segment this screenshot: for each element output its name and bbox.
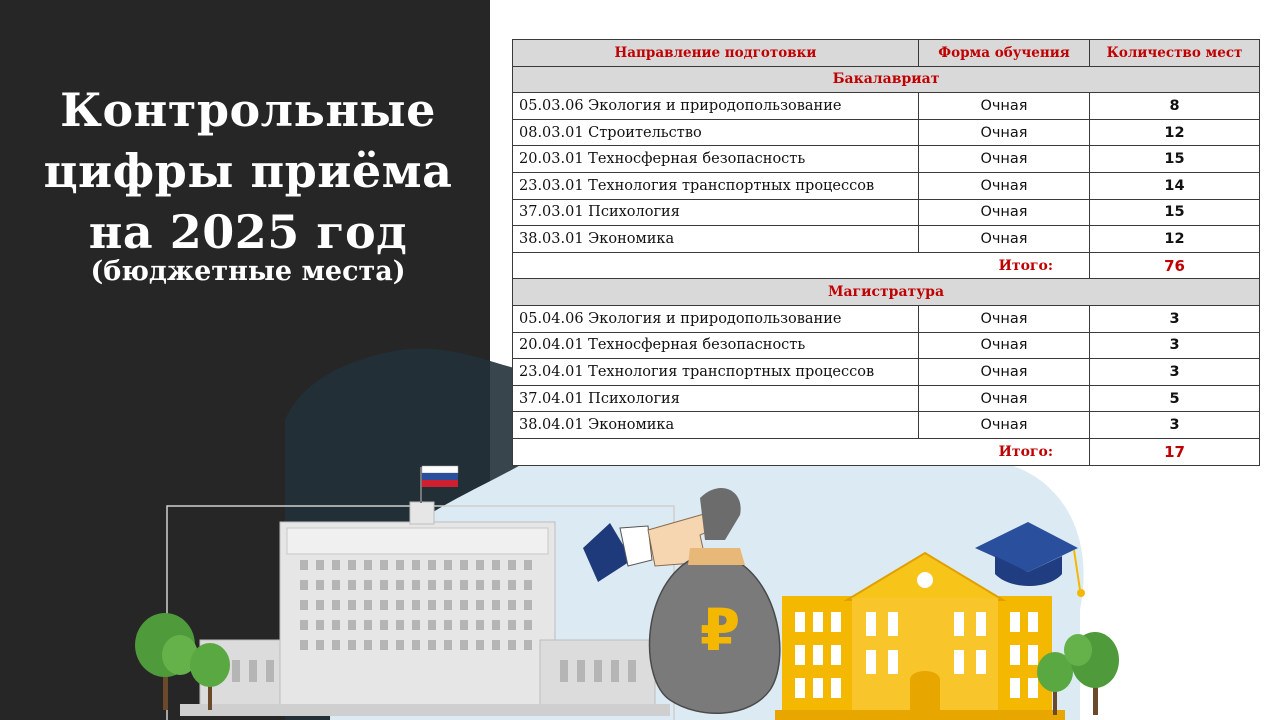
form-cell: Очная xyxy=(919,359,1090,386)
program-cell: 05.03.06 Экология и природопользование xyxy=(513,93,919,120)
program-cell: 23.04.01 Технология транспортных процессов xyxy=(513,359,919,386)
count-cell: 5 xyxy=(1090,385,1260,412)
program-cell: 37.03.01 Психология xyxy=(513,199,919,226)
section-title: Бакалавриат xyxy=(513,66,1260,93)
table-row xyxy=(513,93,1260,120)
form-cell: Очная xyxy=(919,332,1090,359)
count-cell: 15 xyxy=(1090,146,1260,173)
count-cell: 3 xyxy=(1090,412,1260,439)
form-cell: Очная xyxy=(919,412,1090,439)
table-row xyxy=(513,359,1260,386)
program-cell: 38.03.01 Экономика xyxy=(513,226,919,253)
column-header-form: Форма обучения xyxy=(919,40,1090,67)
count-cell: 3 xyxy=(1090,305,1260,332)
title-line: цифры приёма xyxy=(43,144,453,198)
table-row xyxy=(513,412,1260,439)
table-row xyxy=(513,305,1260,332)
form-cell: Очная xyxy=(919,172,1090,199)
section-row-master xyxy=(513,279,1260,306)
form-cell: Очная xyxy=(919,146,1090,173)
total-row xyxy=(513,252,1260,279)
program-cell: 37.04.01 Психология xyxy=(513,385,919,412)
count-cell: 3 xyxy=(1090,332,1260,359)
count-cell: 15 xyxy=(1090,199,1260,226)
count-cell: 8 xyxy=(1090,93,1260,120)
program-cell: 20.03.01 Техносферная безопасность xyxy=(513,146,919,173)
form-cell: Очная xyxy=(919,385,1090,412)
program-cell: 38.04.01 Экономика xyxy=(513,412,919,439)
total-value: 76 xyxy=(1090,252,1260,279)
total-label: Итого: xyxy=(513,438,1090,465)
program-cell: 05.04.06 Экология и природопользование xyxy=(513,305,919,332)
table-row xyxy=(513,226,1260,253)
table-row xyxy=(513,199,1260,226)
section-title: Магистратура xyxy=(513,279,1260,306)
form-cell: Очная xyxy=(919,305,1090,332)
program-cell: 23.03.01 Технология транспортных процессов xyxy=(513,172,919,199)
total-label: Итого: xyxy=(513,252,1090,279)
form-cell: Очная xyxy=(919,93,1090,120)
title-line: на 2025 год xyxy=(88,205,408,259)
form-cell: Очная xyxy=(919,119,1090,146)
column-header-count: Количество мест xyxy=(1090,40,1260,67)
program-cell: 20.04.01 Техносферная безопасность xyxy=(513,332,919,359)
table-row xyxy=(513,119,1260,146)
table-row xyxy=(513,172,1260,199)
count-cell: 12 xyxy=(1090,226,1260,253)
table-row xyxy=(513,385,1260,412)
table-header-row xyxy=(513,40,1260,67)
count-cell: 12 xyxy=(1090,119,1260,146)
table-row xyxy=(513,332,1260,359)
title-line: Контрольные xyxy=(60,83,436,137)
ruble-icon: ₽ xyxy=(699,596,741,664)
section-row-bachelor xyxy=(513,66,1260,93)
page-title xyxy=(18,80,478,263)
column-header-program: Направление подготовки xyxy=(513,40,919,67)
admission-quota-table xyxy=(512,39,1260,466)
total-row xyxy=(513,438,1260,465)
form-cell: Очная xyxy=(919,199,1090,226)
count-cell: 3 xyxy=(1090,359,1260,386)
count-cell: 14 xyxy=(1090,172,1260,199)
table-row xyxy=(513,146,1260,173)
page-subtitle: (бюджетные места) xyxy=(90,256,406,287)
total-value: 17 xyxy=(1090,438,1260,465)
form-cell: Очная xyxy=(919,226,1090,253)
program-cell: 08.03.01 Строительство xyxy=(513,119,919,146)
